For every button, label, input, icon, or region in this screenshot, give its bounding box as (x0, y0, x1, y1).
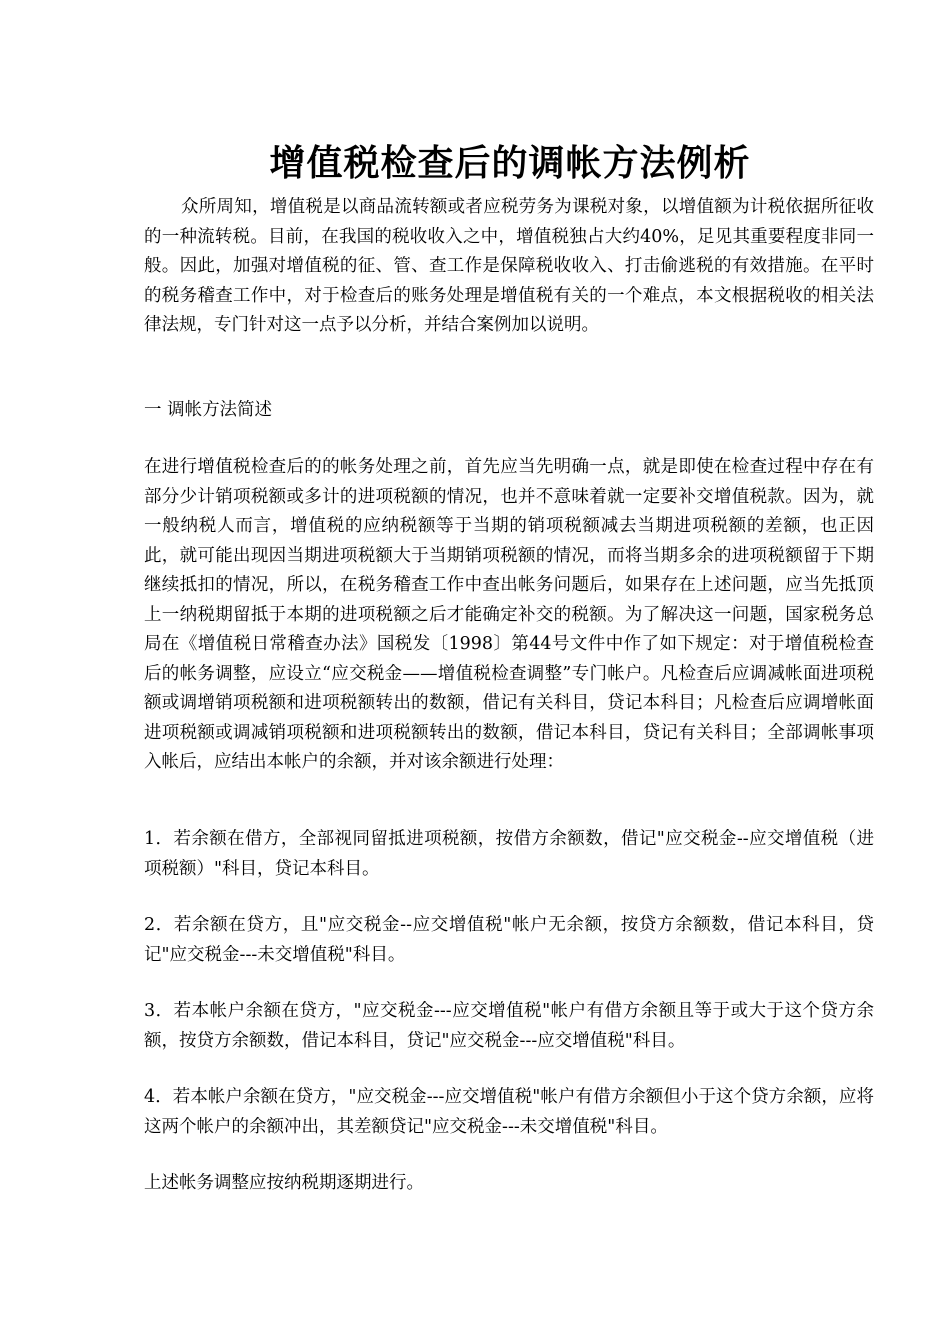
list-item: 3．若本帐户余额在贷方，"应交税金---应交增值税"帐户有借方余额且等于或大于这个贷方余额，按贷方余额数，借记本科目，贷记"应交税金---应交增值税"科目。 (144, 1001, 874, 1051)
list-item: 1．若余额在借方，全部视同留抵进项税额，按借方余额数，借记"应交税金--应交增值税（进项税额）"科目，贷记本科目。 (144, 829, 874, 879)
closing-paragraph: 上述帐务调整应按纳税期逐期进行。 (144, 1173, 424, 1193)
intro-paragraph: 众所周知，增值税是以商品流转额或者应税劳务为课税对象，以增值额为计税依据所征收的一种流转税。目前，在我国的税收收入之中，增值税独占大约40%，足见其重要程度非同一般。因此，加强对增值税的征、管、查工作是保障税收收入、打击偷逃税的有效措施。在平时的税务稽查工作中，对于检查后的账务处理是增值税有关的一个难点，本文根据税收的相关法律法规，专门针对这一点予以分析，并结合案例加以说明。 (144, 197, 874, 335)
list-item: 4．若本帐户余额在贷方，"应交税金---应交增值税"帐户有借方余额但小于这个贷方余额，应将这两个帐户的余额冲出，其差额贷记"应交税金---未交增值税"科目。 (144, 1087, 874, 1137)
document-title: 增值税检查后的调帐方法例析 (269, 143, 751, 184)
section-paragraph: 在进行增值税检查后的的帐务处理之前，首先应当先明确一点，就是即使在检查过程中存在有部分少计销项税额或多计的进项税额的情况，也并不意味着就一定要补交增值税款。因为，就一般纳税人而言，增值税的应纳税额等于当期的销项税额减去当期进项税额的差额，也正因此，就可能出现因当期进项税额大于当期销项税额的情况，而将当期多余的进项税额留于下期继续抵扣的情况，所以，在税务稽查工作中查出帐务问题后，如果存在上述问题，应当先抵顶上一纳税期留抵于本期的进项税额之后才能确定补交的税额。为了解决这一问题，国家税务总局在《增值税日常稽查办法》国税发〔1998〕第44号文件中作了如下规定：对于增值税检查后的帐务调整，应设立“应交税金——增值税检查调整”专门帐户。凡检查后应调减帐面进项税额或调增销项税额和进项税额转出的数额，借记有关科目，贷记本科目；凡检查后应调增帐面进项税额或调减销项税额和进项税额转出的数额，借记本科目，贷记有关科目；全部调帐事项入帐后，应结出本帐户的余额，并对该余额进行处理： (144, 457, 874, 772)
section-heading: 一 调帐方法简述 (144, 400, 273, 420)
list-item: 2．若余额在贷方，且"应交税金--应交增值税"帐户无余额，按贷方余额数，借记本科目，贷记"应交税金---未交增值税"科目。 (144, 915, 874, 965)
